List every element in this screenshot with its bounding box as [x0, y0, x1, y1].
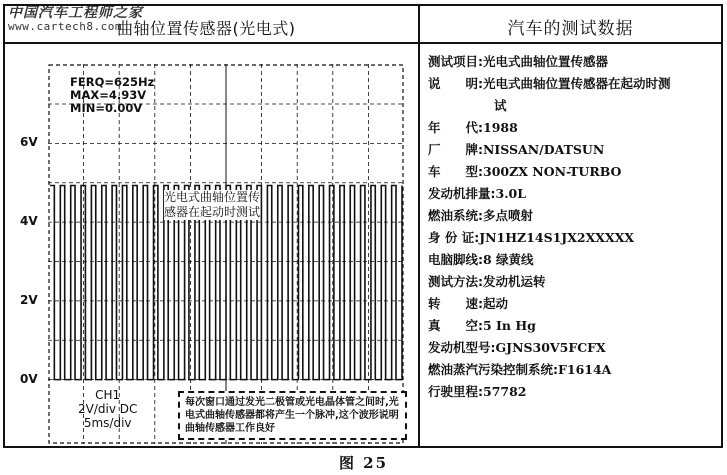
test-data-row: [428, 358, 723, 380]
test-data-label: 说 明:: [428, 76, 483, 91]
test-data-value: NISSAN/DATSUN: [483, 141, 605, 157]
channel-info: [78, 388, 137, 430]
watermark-url: www.cartech8.com: [8, 20, 122, 33]
test-data-row: [428, 204, 723, 226]
frequency-readout: FERQ=625Hz: [70, 75, 155, 89]
test-data-row: [428, 182, 723, 204]
min-readout: MIN=0.00V: [70, 101, 143, 115]
left-panel-title: 曲轴位置传感器(光电式): [117, 19, 296, 38]
test-data-value: 5 In Hg: [483, 317, 536, 333]
test-data-row: [428, 138, 723, 160]
test-data-row: [428, 226, 723, 248]
test-data-row: [428, 50, 723, 72]
panel-divider: [418, 6, 420, 446]
test-data-row: [428, 380, 723, 402]
test-data-label: 车 型:: [428, 164, 483, 179]
test-data-label: 转 速:: [428, 296, 483, 311]
scope-note: [164, 190, 260, 220]
y-tick-label: 4V: [20, 214, 38, 229]
test-data-list: [428, 50, 723, 402]
test-data-label: 测试方法:: [428, 274, 483, 289]
right-panel-title: 汽车的测试数据: [507, 19, 634, 39]
scope-note-line-1: 光电式曲轴位置传: [164, 190, 261, 204]
test-data-value: GJNS30V5FCFX: [495, 339, 606, 355]
test-data-label: 行驶里程:: [428, 384, 483, 399]
test-data-label: 燃油系统:: [428, 208, 483, 223]
y-tick-label: 0V: [20, 371, 38, 386]
test-data-value: 300ZX NON-TURBO: [483, 163, 622, 179]
test-data-value: 1988: [483, 119, 518, 135]
test-data-row: [428, 94, 723, 116]
test-data-value: 多点喷射: [483, 208, 534, 223]
test-data-value: 光电式曲轴位置传感器: [483, 54, 609, 69]
oscilloscope-display: [48, 64, 404, 444]
scope-readout: [70, 76, 154, 115]
test-data-value: 起动: [483, 296, 509, 311]
y-tick-label: 2V: [20, 292, 38, 307]
annotation-box: 每次窗口通过发光二极管或光电晶体管之间时,光电式曲轴传感器都将产生一个脉冲,这个波形说明曲轴传感器工作良好: [178, 391, 407, 440]
test-data-value: F1614A: [558, 361, 612, 377]
test-data-row: [428, 270, 723, 292]
test-data-row: [428, 72, 723, 94]
max-readout: MAX=4.93V: [70, 88, 147, 102]
test-data-row: [428, 314, 723, 336]
test-data-label: 电脑脚线:: [428, 252, 483, 267]
test-data-value: 3.0L: [495, 185, 527, 201]
test-data-row: [428, 160, 723, 182]
watermark-site-name: 中国汽车工程师之家: [8, 5, 143, 21]
figure-caption: 图 25: [338, 454, 389, 472]
test-data-label: 年 代:: [428, 120, 483, 135]
test-data-label: 测试项目:: [428, 54, 483, 69]
test-data-value: 发动机运转: [483, 274, 546, 289]
test-data-row: [428, 292, 723, 314]
figure-frame: [3, 4, 723, 448]
test-data-value: 光电式曲轴位置传感器在起动时测: [483, 76, 671, 91]
test-data-label: 发动机排量:: [428, 186, 496, 201]
test-data-label: 身 份 证:: [428, 230, 480, 245]
header-divider: [5, 42, 721, 44]
test-data-value: 8 绿黄线: [483, 252, 534, 267]
test-data-label: 燃油蒸汽污染控制系统:: [428, 362, 558, 377]
scope-note-line-2: 感器在起动时测试: [164, 205, 261, 219]
test-data-row: [428, 116, 723, 138]
test-data-value: JN1HZ14S1JX2XXXXX: [479, 229, 635, 245]
test-data-row: [428, 336, 723, 358]
channel-volts-div: 2V/div DC: [78, 402, 138, 416]
test-data-value: 试: [494, 98, 507, 113]
test-data-label: 厂 牌:: [428, 142, 483, 157]
test-data-label: 发动机型号:: [428, 340, 496, 355]
test-data-label: 真 空:: [428, 318, 483, 333]
y-tick-label: 6V: [20, 135, 38, 150]
channel-time-div: 5ms/div: [83, 416, 132, 430]
channel-name: CH1: [95, 388, 121, 402]
test-data-row: [428, 248, 723, 270]
oscilloscope-svg: [48, 64, 404, 444]
test-data-value: 57782: [483, 383, 527, 399]
